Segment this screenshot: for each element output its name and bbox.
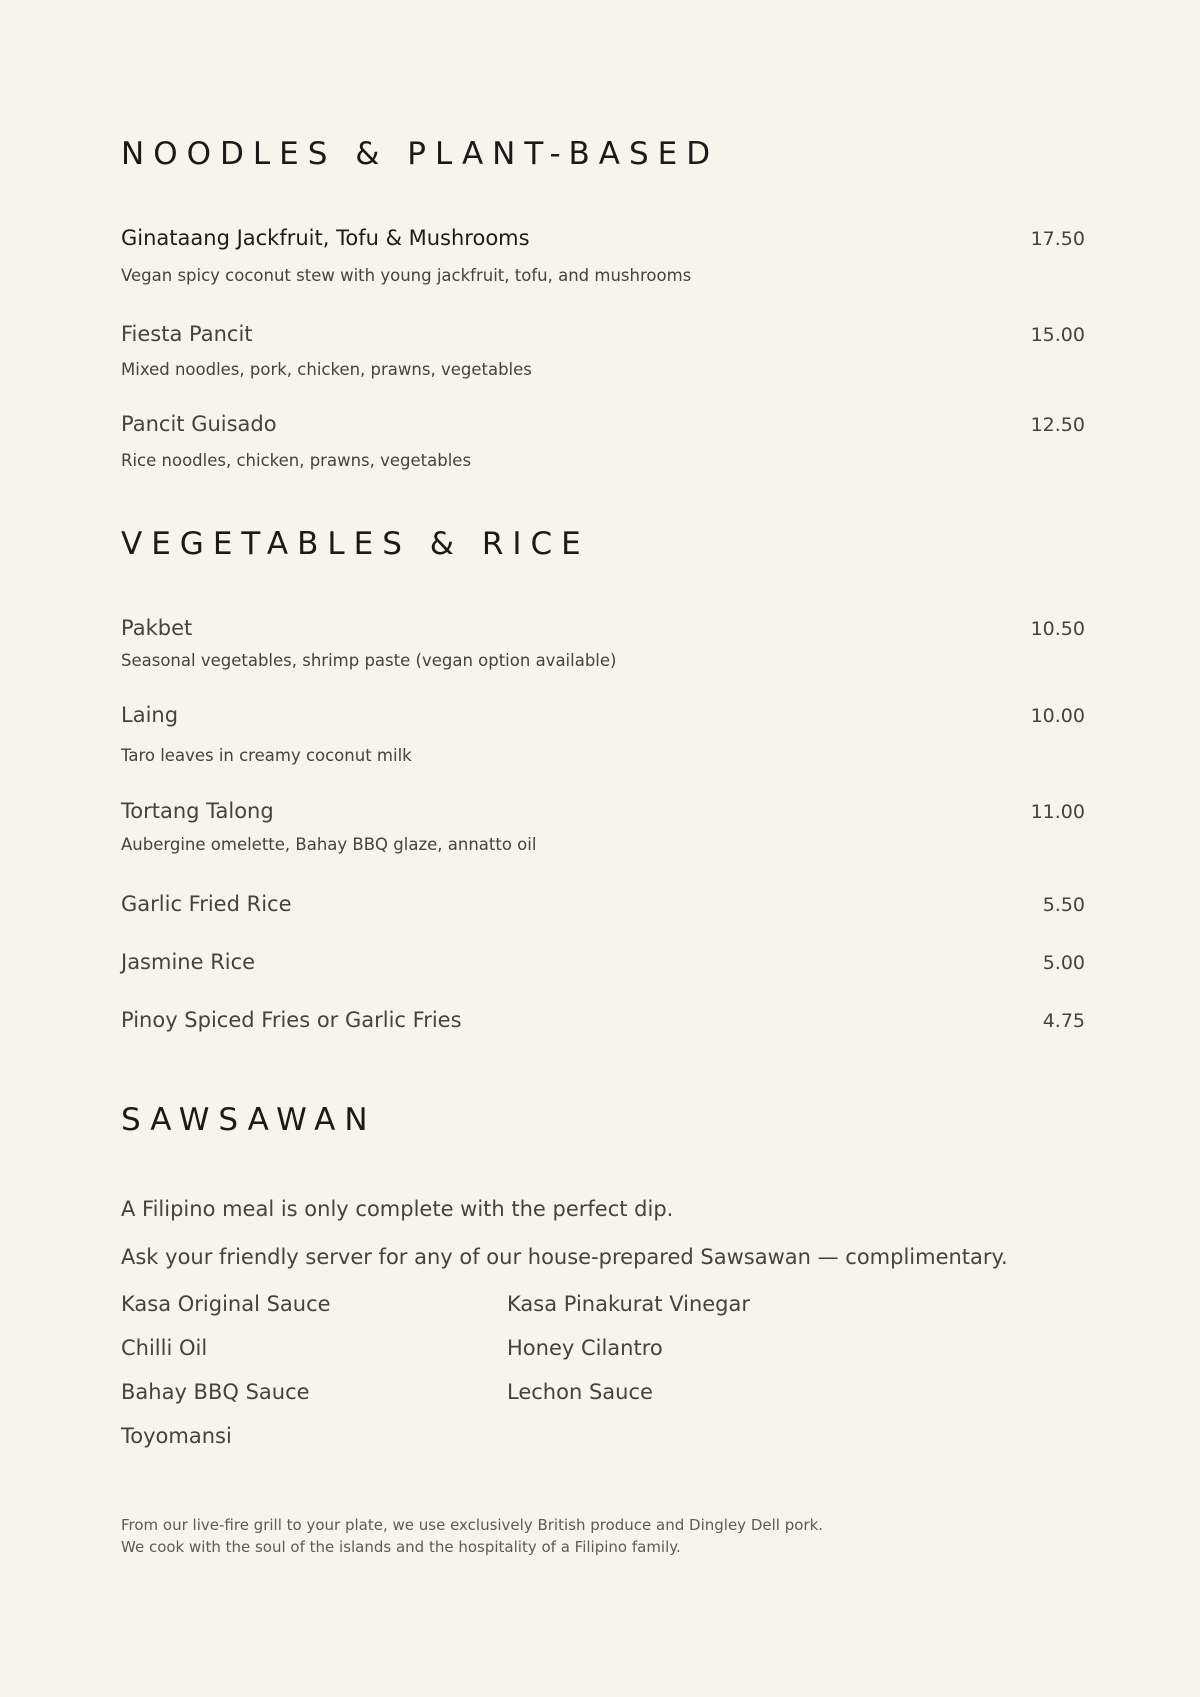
section-title-vegetables: VEGETABLES & RICE: [121, 526, 590, 562]
menu-page: [121, 0, 1085, 1697]
item-name: Jasmine Rice: [121, 950, 256, 974]
item-name: Ginataang Jackfruit, Tofu & Mushrooms: [121, 226, 530, 250]
footer-line: We cook with the soul of the islands and the hospitality of a Filipino family.: [121, 1538, 681, 1556]
sawsawan-intro-line: Ask your friendly server for any of our house-prepared Sawsawan — complimentary.: [121, 1245, 1008, 1269]
item-price: 4.75: [1042, 1010, 1085, 1032]
item-description: Taro leaves in creamy coconut milk: [121, 746, 412, 765]
item-name: Fiesta Pancit: [121, 322, 253, 346]
footer-line: From our live-fire grill to your plate, we use exclusively British produce and Dingley Dell pork.: [121, 1516, 824, 1534]
item-price: 10.50: [1030, 618, 1085, 640]
item-name: Pancit Guisado: [121, 412, 277, 436]
item-price: 17.50: [1030, 228, 1085, 250]
sauce-item: Kasa Original Sauce: [121, 1292, 331, 1316]
item-name: Laing: [121, 703, 179, 727]
item-description: Aubergine omelette, Bahay BBQ glaze, annatto oil: [121, 835, 537, 854]
section-title-noodles: NOODLES & PLANT-BASED: [121, 136, 720, 172]
item-price: 15.00: [1030, 324, 1085, 346]
item-name: Tortang Talong: [121, 799, 274, 823]
sauce-item: Lechon Sauce: [507, 1380, 653, 1404]
item-price: 5.00: [1042, 952, 1085, 974]
item-description: Mixed noodles, pork, chicken, prawns, vegetables: [121, 360, 532, 379]
item-price: 10.00: [1030, 705, 1085, 727]
item-name: Pinoy Spiced Fries or Garlic Fries: [121, 1008, 462, 1032]
item-description: Vegan spicy coconut stew with young jackfruit, tofu, and mushrooms: [121, 266, 692, 285]
sauce-item: Kasa Pinakurat Vinegar: [507, 1292, 751, 1316]
item-description: Rice noodles, chicken, prawns, vegetables: [121, 451, 472, 470]
item-price: 5.50: [1042, 894, 1085, 916]
item-price: 11.00: [1030, 801, 1085, 823]
sauce-item: Bahay BBQ Sauce: [121, 1380, 310, 1404]
item-name: Pakbet: [121, 616, 193, 640]
item-price: 12.50: [1030, 414, 1085, 436]
section-title-sawsawan: SAWSAWAN: [121, 1102, 377, 1138]
sawsawan-intro-line: A Filipino meal is only complete with the perfect dip.: [121, 1197, 674, 1221]
sauce-item: Toyomansi: [121, 1424, 232, 1448]
item-description: Seasonal vegetables, shrimp paste (vegan option available): [121, 651, 617, 670]
sauce-item: Chilli Oil: [121, 1336, 208, 1360]
sauce-item: Honey Cilantro: [507, 1336, 663, 1360]
item-name: Garlic Fried Rice: [121, 892, 292, 916]
